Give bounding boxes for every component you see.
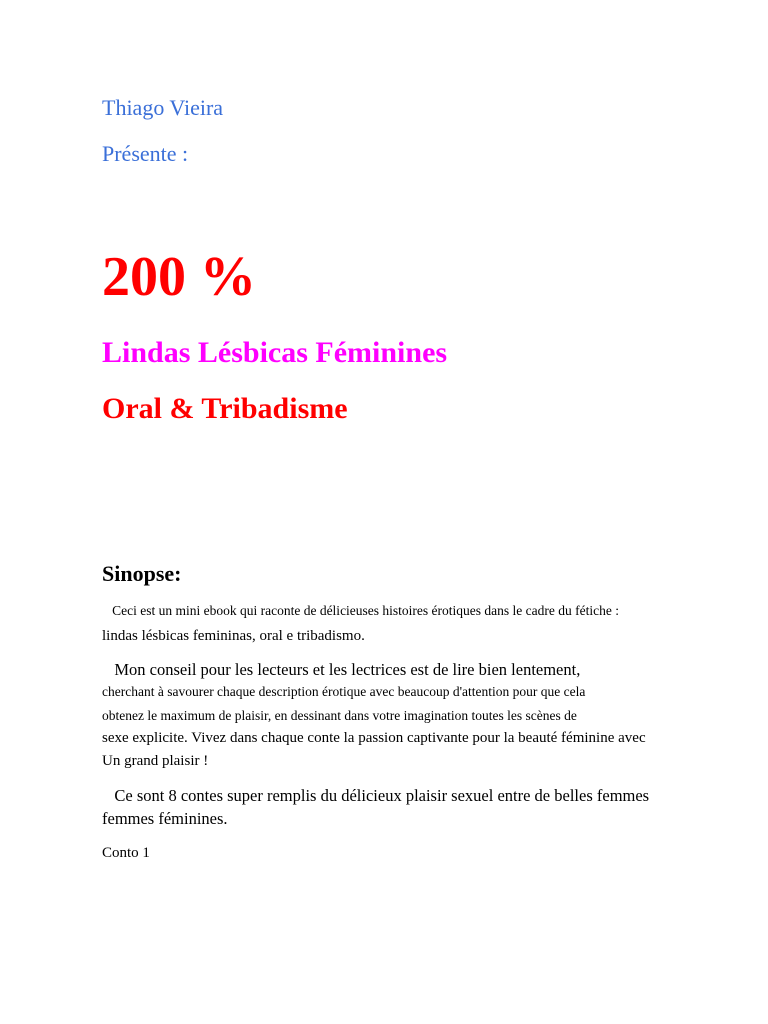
presents-label: Présente : [102, 141, 189, 166]
synopsis-line: sexe explicite. Vivez dans chaque conte la passion captivante pour la beauté féminine avec [102, 730, 646, 746]
synopsis-line: Un grand plaisir ! [102, 753, 209, 769]
synopsis-line: Ceci est un mini ebook qui raconte de délicieuses histoires érotiques dans le cadre du fétiche : [102, 603, 619, 618]
author-name: Thiago Vieira [102, 95, 224, 120]
title-line-1: Lindas Lésbicas Féminines [102, 336, 448, 369]
synopsis-line: femmes féminines. [102, 809, 228, 828]
synopsis-line: lindas lésbicas femininas, oral e tribadismo. [102, 628, 365, 644]
synopsis-line: Ce sont 8 contes super remplis du délicieux plaisir sexuel entre de belles femmes [102, 786, 650, 805]
title-percent: 200 % [102, 246, 256, 308]
synopsis-line: obtenez le maximum de plaisir, en dessinant dans votre imagination toutes les scènes de [102, 708, 577, 723]
synopsis-line: Mon conseil pour les lecteurs et les lectrices est de lire bien lentement, [102, 660, 581, 679]
synopsis-line: cherchant à savourer chaque description érotique avec beaucoup d'attention pour que cela [102, 684, 586, 699]
synopsis-heading: Sinopse: [102, 561, 182, 586]
chapter-label: Conto 1 [102, 845, 150, 861]
title-line-2: Oral & Tribadisme [102, 392, 348, 425]
